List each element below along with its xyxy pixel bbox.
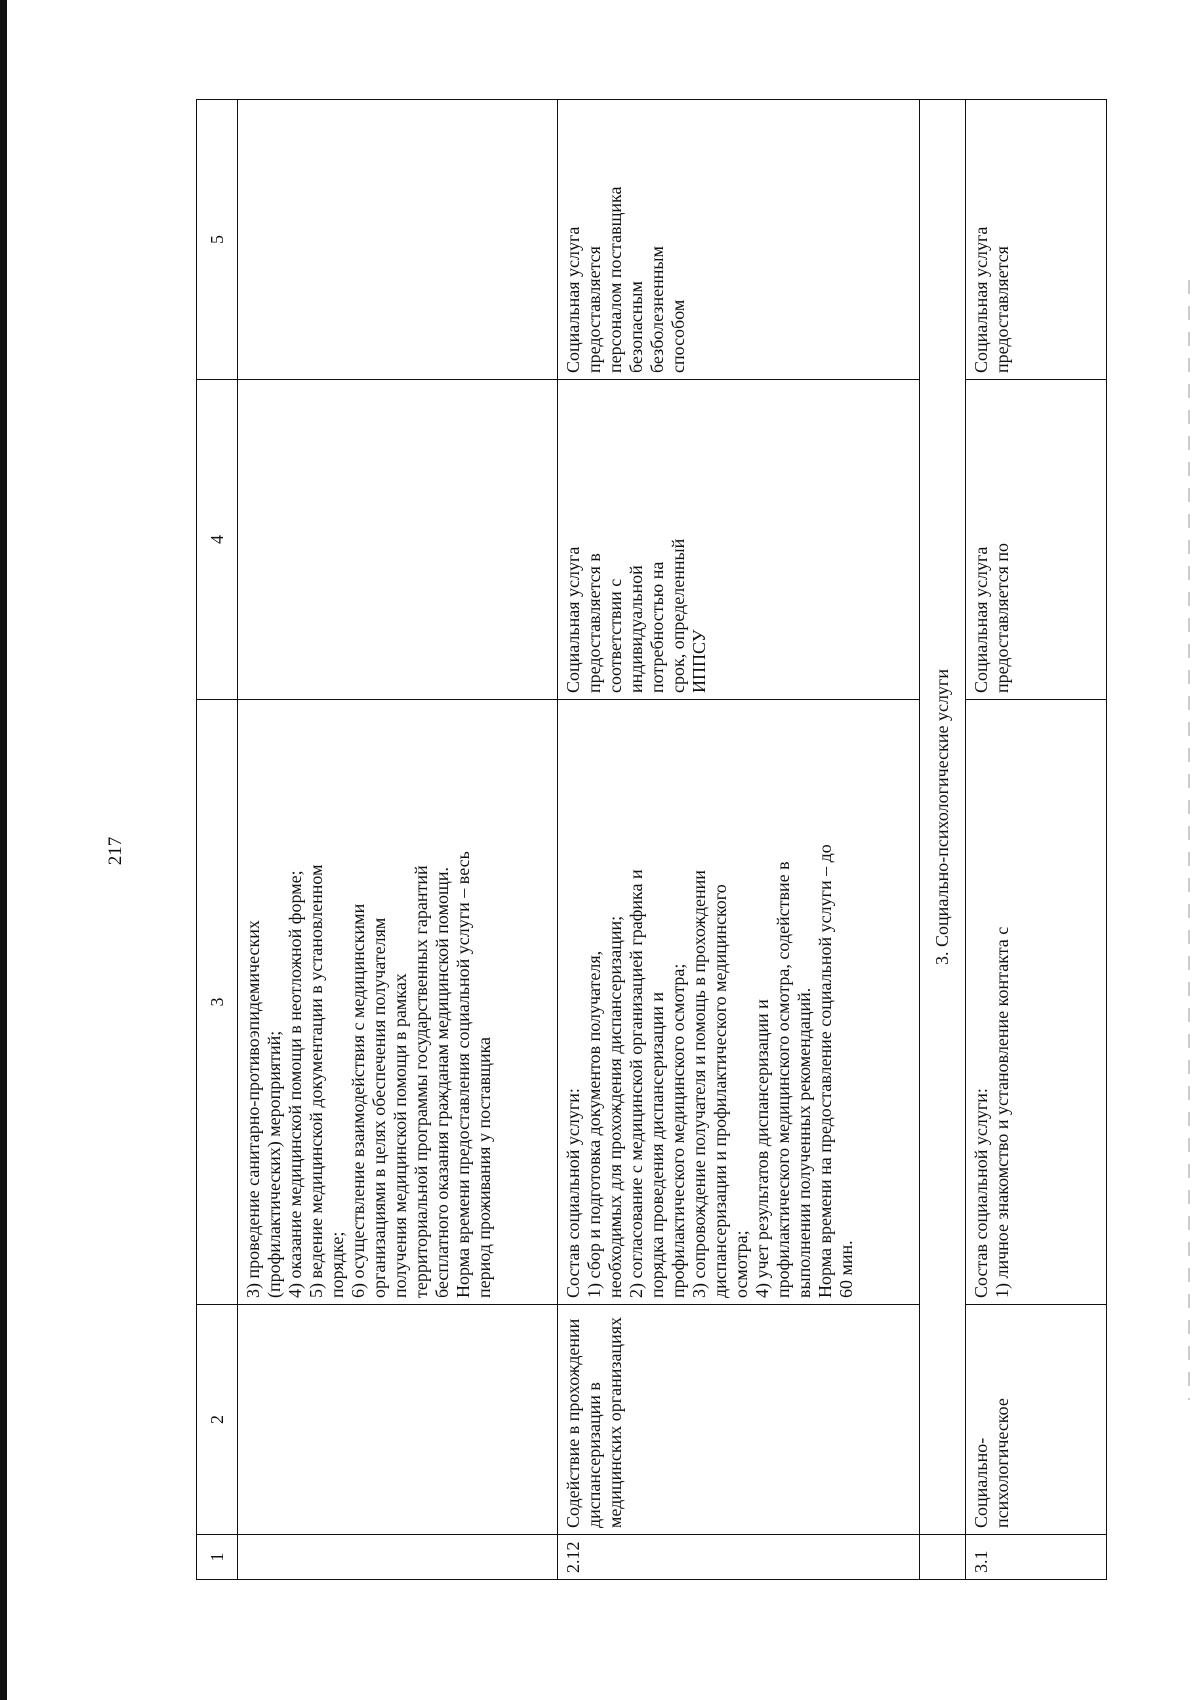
rotated-table-container	[196, 100, 1106, 1580]
header-col-1: 1	[197, 1535, 238, 1580]
cell-service-name	[238, 1305, 558, 1535]
cell-service-name: Социально- психологическое	[966, 1305, 1107, 1535]
cell-service-content: Состав социальной услуги: 1) личное знакомство и установление контакта с	[966, 700, 1107, 1305]
cell-number: 2.12	[558, 1535, 920, 1580]
header-col-4: 4	[197, 380, 238, 700]
scan-border-left	[0, 0, 7, 1700]
table-row	[238, 100, 558, 1580]
cell-service-name: Содействие в прохождении диспансеризации в медицинских организациях	[558, 1305, 920, 1535]
cell-service-term: Социальная услуга предоставляется в соответствии с индивидуальной потребностью на срок, определенный ИППСУ	[558, 380, 920, 700]
cell-service-content: 3) проведение санитарно-противоэпидемических (профилактических) мероприятий; 4) оказание медицинской помощи в неотложной форме; 5) ведение медицинской документации в установленном порядке; 6) осуществление взаимодействия с медицинскими организациями в целях обеспечения получателям получения медицинской помощи в рамках территориальной программы государственных гарантий бесплатного оказания гражданам медицинской помощи. Норма времени предоставления социальной услуги – весь период проживания у поставщика	[238, 700, 558, 1305]
cell-service-term: Социальная услуга предоставляется по	[966, 380, 1107, 700]
header-col-3: 3	[197, 700, 238, 1305]
cell-service-conditions: Социальная услуга предоставляется	[966, 100, 1107, 380]
cell-number: 3.1	[966, 1535, 1107, 1580]
services-table	[196, 99, 1107, 1580]
section-row	[920, 100, 966, 1580]
table-row	[558, 100, 920, 1580]
table-row	[966, 100, 1107, 1580]
cell-number	[238, 1535, 558, 1580]
header-row	[197, 100, 238, 1580]
cell-service-content: Состав социальной услуги: 1) сбор и подготовка документов получателя, необходимых для прохождения диспансеризации; 2) согласование с медицинской организацией графика и порядка проведения диспансеризации и профилактического медицинского осмотра; 3) сопровождение получателя и помощь в прохождении диспансеризации и профилактического медицинского осмотра; 4) учет результатов диспансеризации и профилактического медицинского осмотра, содействие в выполнении полученных рекомендаций. Норма времени на предоставление социальной услуги – до 60 мин.	[558, 700, 920, 1305]
cell-service-term	[238, 380, 558, 700]
header-col-5: 5	[197, 100, 238, 380]
header-col-2: 2	[197, 1305, 238, 1535]
section-blank-cell	[920, 1535, 966, 1580]
cell-service-conditions	[238, 100, 558, 380]
section-title: 3. Социально-психологические услуги	[920, 100, 966, 1535]
scan-border-right	[1188, 280, 1190, 1400]
cell-service-conditions: Социальная услуга предоставляется персоналом поставщика безопасным безболезненным способом	[558, 100, 920, 380]
page-number: 217	[105, 836, 126, 866]
